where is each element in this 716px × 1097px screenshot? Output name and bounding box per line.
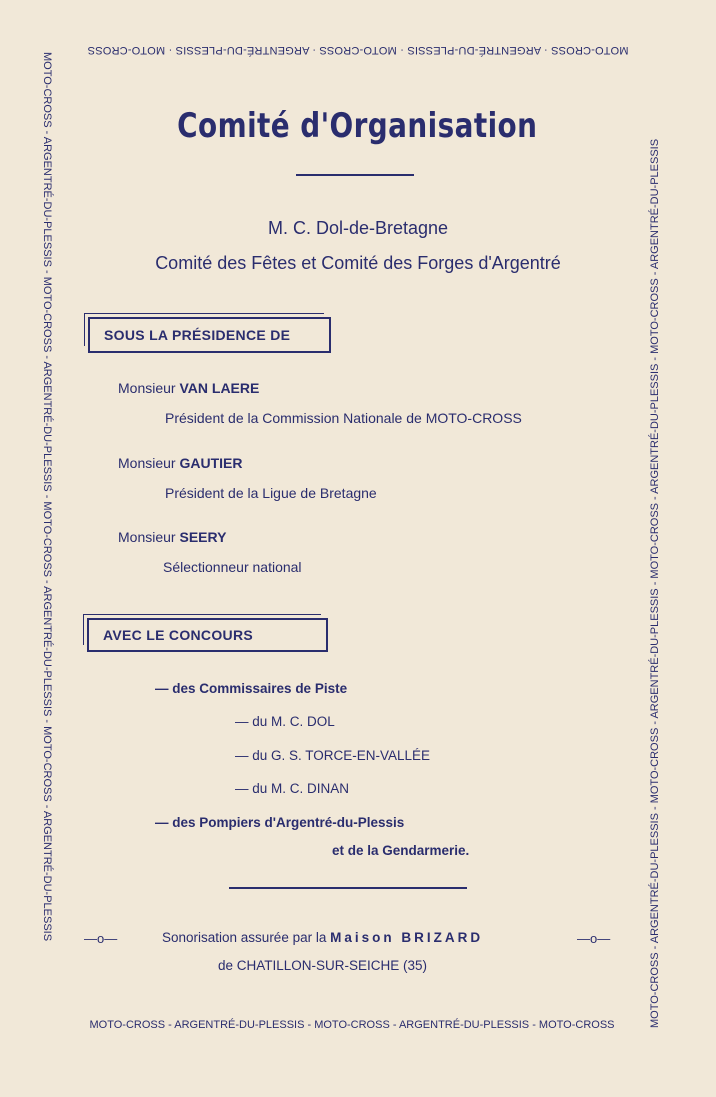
border-text-bottom: MOTO-CROSS - ARGENTRÉ-DU-PLESSIS - MOTO-CROSS - ARGENTRÉ-DU-PLESSIS - MOTO-CROSS <box>89 1019 615 1031</box>
concours-item-gendarmerie: et de la Gendarmerie. <box>332 843 470 858</box>
president-1-name: VAN LAERE <box>179 380 260 396</box>
concours-item-pompiers: — des Pompiers d'Argentré-du-Plessis <box>155 815 405 830</box>
presidence-heading-box <box>88 317 331 353</box>
title-underline <box>296 174 414 176</box>
ornament-left: —o— <box>84 931 118 946</box>
section-divider <box>229 887 467 889</box>
concours-heading-box <box>87 618 328 652</box>
president-1-line <box>118 380 259 396</box>
concours-item-gs-torce: — du G. S. TORCE-EN-VALLÉE <box>235 748 431 763</box>
organizer-club <box>0 218 716 239</box>
organizer-committees <box>0 253 716 274</box>
border-text-right: MOTO-CROSS - ARGENTRÉ-DU-PLESSIS - MOTO-CROSS - ARGENTRÉ-DU-PLESSIS - MOTO-CROSS - ARGENTRÉ-DU-PLESSIS - MOTO-CROSS - ARGENTRÉ-DU-PLESSIS <box>649 138 661 1028</box>
concours-item-commissaires: — des Commissaires de Piste <box>155 681 348 696</box>
border-text-left: MOTO-CROSS - ARGENTRÉ-DU-PLESSIS - MOTO-CROSS - ARGENTRÉ-DU-PLESSIS - MOTO-CROSS - ARGENTRÉ-DU-PLESSIS - MOTO-CROSS - ARGENTRÉ-DU-PLESSIS <box>41 52 53 942</box>
president-3-line <box>118 529 226 545</box>
president-2-line <box>118 455 242 471</box>
ornament-right: —o— <box>577 931 611 946</box>
page-title: Comité d'Organisation <box>177 106 538 146</box>
concours-item-mc-dinan: — du M. C. DINAN <box>235 781 350 796</box>
sonorisation-maison: Maison BRIZARD <box>330 930 484 945</box>
bleed-through-decoration <box>80 700 102 782</box>
president-3-name: SEERY <box>179 529 227 545</box>
concours-item-mc-dol: — du M. C. DOL <box>235 714 335 729</box>
sonorisation-line <box>162 930 483 945</box>
sonorisation-location: de CHATILLON-SUR-SEICHE (35) <box>218 958 428 973</box>
president-3-honorific: Monsieur <box>118 529 176 545</box>
concours-heading: AVEC LE CONCOURS <box>103 627 253 643</box>
presidence-heading: SOUS LA PRÉSIDENCE DE <box>104 327 291 343</box>
organizer-club-text: M. C. Dol-de-Bretagne <box>267 218 449 238</box>
president-1-role: Président de la Commission Nationale de MOTO-CROSS <box>165 410 522 426</box>
president-2-name: GAUTIER <box>179 455 243 471</box>
president-2-honorific: Monsieur <box>118 455 176 471</box>
sonorisation-prefix: Sonorisation assurée par la <box>162 930 327 945</box>
border-text-top: MOTO-CROSS · ARGENTRÉ-DU-PLESSIS · MOTO-CROSS · ARGENTRÉ-DU-PLESSIS · MOTO-CROSS <box>87 44 629 56</box>
president-1-honorific: Monsieur <box>118 380 176 396</box>
president-3-role: Sélectionneur national <box>163 559 302 575</box>
organizer-committees-text: Comité des Fêtes et Comité des Forges d'Argentré <box>155 253 561 273</box>
president-2-role: Président de la Ligue de Bretagne <box>165 485 377 501</box>
